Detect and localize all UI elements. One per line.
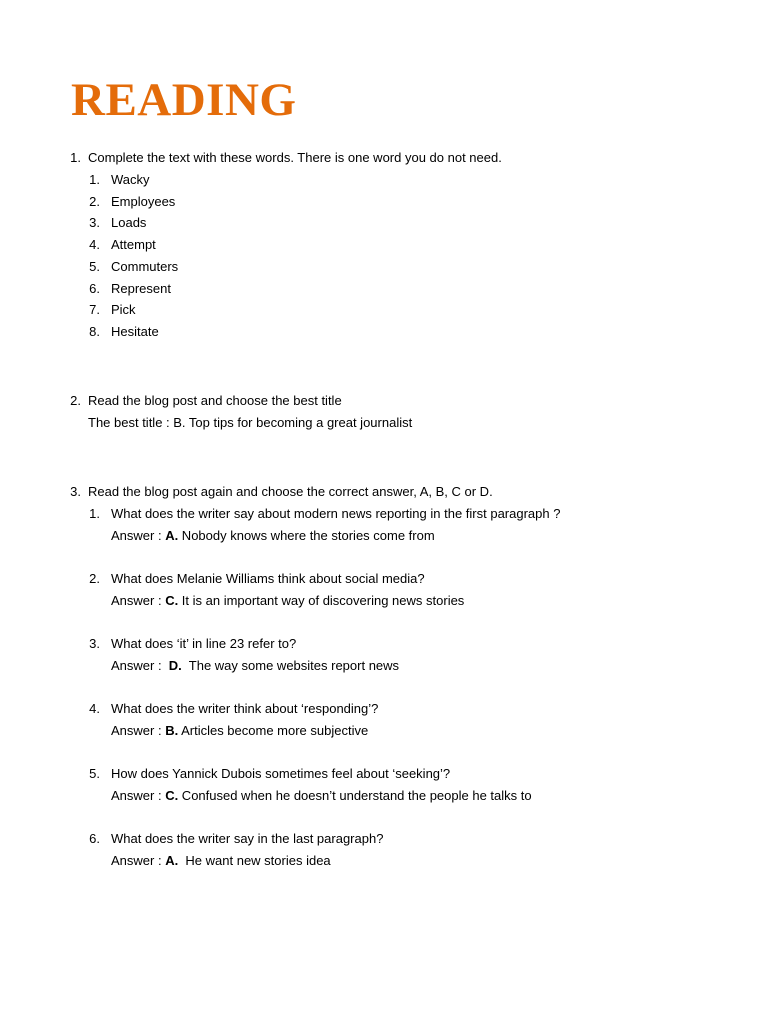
word-number: 1. [89, 172, 100, 187]
answer-line [111, 657, 399, 675]
answer-text: The way some websites report news [181, 658, 400, 673]
word-number: 7. [89, 302, 100, 317]
word-item: Commuters [111, 259, 179, 274]
answer-line [111, 787, 532, 805]
word-number: 4. [89, 237, 100, 252]
answer-prefix: Answer : [111, 723, 166, 738]
answer-text: Nobody knows where the stories come from [178, 528, 435, 543]
answer-text: Confused when he doesn’t understand the people he talks to [178, 788, 532, 803]
answer-letter: A. [165, 853, 179, 868]
answer-text: He want new stories idea [178, 853, 331, 868]
word-item: Pick [111, 302, 136, 317]
word-number: 2. [89, 194, 100, 209]
answer-line [111, 722, 368, 740]
answer-letter: A. [165, 528, 179, 543]
section-2-number: 2. [70, 393, 81, 408]
answer-letter: D. [168, 658, 182, 673]
answer-text: It is an important way of discovering news stories [178, 593, 465, 608]
word-number: 3. [89, 215, 100, 230]
question-text: What does the writer think about ‘responding’? [111, 701, 379, 716]
word-item: Represent [111, 281, 171, 296]
answer-line [111, 527, 435, 545]
answer-text: Articles become more subjective [178, 723, 369, 738]
word-number: 6. [89, 281, 100, 296]
page-title: READING [71, 74, 297, 126]
question-number: 5. [89, 766, 100, 781]
answer-prefix: Answer : [111, 593, 166, 608]
section-3-instruction: Read the blog post again and choose the correct answer, A, B, C or D. [88, 484, 493, 499]
answer-prefix: Answer : [111, 853, 166, 868]
word-number: 5. [89, 259, 100, 274]
word-item: Employees [111, 194, 176, 209]
question-number: 6. [89, 831, 100, 846]
word-number: 8. [89, 324, 100, 339]
question-text: What does the writer say in the last paragraph? [111, 831, 384, 846]
word-item: Loads [111, 215, 147, 230]
question-number: 2. [89, 571, 100, 586]
word-item: Wacky [111, 172, 150, 187]
section-1-instruction: Complete the text with these words. There is one word you do not need. [88, 150, 502, 165]
answer-line [111, 592, 464, 610]
question-number: 4. [89, 701, 100, 716]
word-item: Hesitate [111, 324, 159, 339]
section-3-number: 3. [70, 484, 81, 499]
answer-line [111, 852, 331, 870]
answer-letter: C. [165, 593, 179, 608]
section-2-answer: The best title : B. Top tips for becoming a great journalist [88, 415, 413, 430]
answer-letter: B. [165, 723, 179, 738]
question-number: 1. [89, 506, 100, 521]
question-text: What does the writer say about modern news reporting in the first paragraph ? [111, 506, 561, 521]
answer-prefix: Answer : [111, 788, 166, 803]
answer-letter: C. [165, 788, 179, 803]
question-text: How does Yannick Dubois sometimes feel about ‘seeking’? [111, 766, 451, 781]
question-text: What does ‘it’ in line 23 refer to? [111, 636, 297, 651]
question-text: What does Melanie Williams think about social media? [111, 571, 425, 586]
answer-prefix: Answer : [111, 658, 169, 673]
word-item: Attempt [111, 237, 156, 252]
question-number: 3. [89, 636, 100, 651]
section-2-instruction: Read the blog post and choose the best title [88, 393, 342, 408]
section-1-number: 1. [70, 150, 81, 165]
answer-prefix: Answer : [111, 528, 166, 543]
